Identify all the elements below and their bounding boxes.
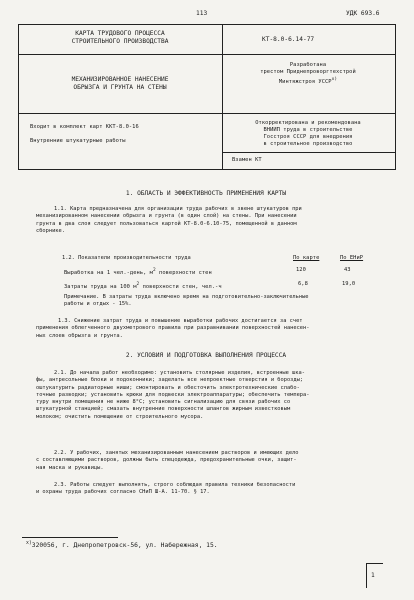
col-header-enir: По ЕНиР xyxy=(340,255,364,261)
card-title: КАРТА ТРУДОВОГО ПРОЦЕССА СТРОИТЕЛЬНОГО ПРОИЗВОДСТВА xyxy=(71,30,169,45)
note: Примечание. В затраты труда включено время на подготовительно-заключительные работы и отдых - 15%. xyxy=(64,294,309,308)
replaces: Взамен КТ xyxy=(232,157,262,163)
section-2-title: 2. УСЛОВИЯ И ПОДГОТОВКА ВЫПОЛНЕНИЯ ПРОЦЕССА xyxy=(125,352,287,359)
table-row: Выработка на 1 чел.-день, $м^2$ поверхности стен xyxy=(64,268,212,276)
row2-enir: 19,0 xyxy=(342,281,356,287)
paragraph-2-1: 2.1. До начала работ необходимо: установить столярные изделия, встроенные шка- фы, антресольные блоки и подоконники; заделать все непроектные отверстия и борозды; оштукатурить радиаторные ниши; смонтировать и обесточить электротехнические слабо- точные разводки; установить крюки для подвески электроаппаратуры; обеспечить темпера- туру внутри помещения не ниже 8°С; установить сигнализацию для связи рабочих со штукатурной станцией; смазать внутренние поверхности шлангов жирным известковым молоком; очистить помещение от строительного мусора. xyxy=(36,370,310,420)
paragraph-2-2: 2.2. У рабочих, занятых механизированным нанесением растворов и имеющих дело с составляющими растворов, должны быть спецодежда, предохранительные очки, защит- ная маска и рукавицы. xyxy=(36,450,299,471)
table-row: Затраты труда на 100 $м^2$ поверхности стен, чел.-ч xyxy=(64,282,222,290)
col-header-card: По карте xyxy=(293,255,320,261)
udk-code: УДК 693.6 xyxy=(346,10,380,17)
row2-card: 6,8 xyxy=(298,281,308,287)
approved-by: Откорректирована и рекомендована ВНИИП труда в строительстве Госстроя СССР для внедрения в строительное производство xyxy=(255,120,361,147)
developed-by: Разработана трестом Приднепроворгтехстрой Минтяжстроя УССР$^{x)}$ xyxy=(260,62,356,85)
paragraph-1-1: 1.1. Карта предназначена для организации труда рабочих в звене штукатуров при механизированном нанесении обрызга и грунта (в один слой) на стены. При нанесении грунта в два слоя следует пользоваться картой КТ-8.0-6.10-75, помещенной в данном сборнике. xyxy=(36,206,302,234)
corner-mark: 1 xyxy=(371,572,375,579)
paragraph-1-2-title: 1.2. Показатели производительности труда xyxy=(62,255,191,261)
kit-info: Входит в комплект карт ККТ-8.0-16 Внутренние штукатурные работы xyxy=(30,124,139,144)
footnote: $^{x)}$320056, г. Днепропетровск-56, ул. Набережная, 15. xyxy=(26,541,218,550)
card-code: КТ-8.0-6.14-77 xyxy=(262,36,315,43)
row1-enir: 43 xyxy=(344,267,351,273)
paragraph-2-3: 2.3. Работы следует выполнять, строго соблюдая правила техники безопасности и охраны труда рабочих согласно СНиП Ш-А. 11-70. § 17. xyxy=(36,482,296,496)
section-1-title: 1. ОБЛАСТЬ И ЭФФЕКТИВНОСТЬ ПРИМЕНЕНИЯ КАРТЫ xyxy=(125,190,287,197)
footnote-divider xyxy=(22,537,118,538)
page-number: 113 xyxy=(196,10,208,17)
process-title: МЕХАНИЗИРОВАННОЕ НАНЕСЕНИЕ ОБРЫЗГА И ГРУНТА НА СТЕНЫ xyxy=(71,76,169,91)
row1-card: 120 xyxy=(296,267,306,273)
paragraph-1-3: 1.3. Снижение затрат труда и повышение выработки рабочих достигается за счет применения облегченного двухметрового правила при разравнивании поверхностей нанесен- ных слоев обрызга и грунта. xyxy=(36,318,310,339)
